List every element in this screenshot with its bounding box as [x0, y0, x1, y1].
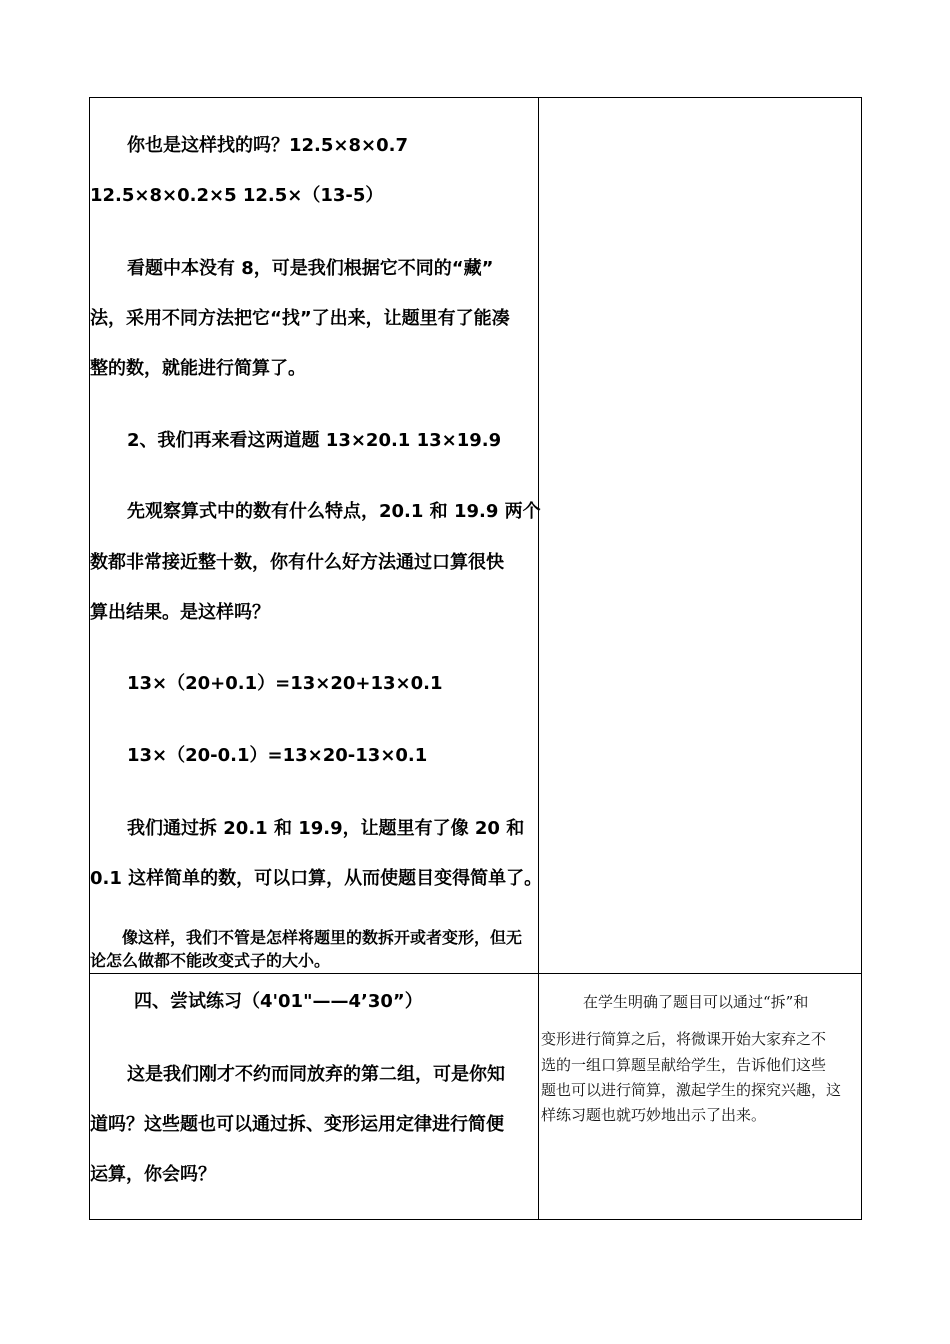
text-line: 看题中本没有 8，可是我们根据它不同的“藏” — [127, 258, 494, 279]
text-line: 像这样，我们不管是怎样将题里的数拆开或者变形，但无 — [122, 928, 523, 947]
text-line: 你也是这样找的吗？12.5×8×0.7 — [127, 135, 408, 156]
text-line: 0.1 这样简单的数，可以口算，从而使题目变得简单了。 — [90, 868, 543, 889]
text-line: 我们通过拆 20.1 和 19.9，让题里有了像 20 和 — [127, 818, 525, 839]
text-line: 先观察算式中的数有什么特点，20.1 和 19.9 两个 — [127, 501, 541, 522]
text-line: 12.5×8×0.2×5 12.5×（13-5） — [90, 185, 384, 206]
formula-line: 13×（20-0.1）=13×20-13×0.1 — [127, 745, 428, 766]
text-line: 数都非常接近整十数，你有什么好方法通过口算很快 — [90, 552, 504, 573]
note-line: 在学生明确了题目可以通过“拆”和 — [583, 993, 809, 1011]
formula-line: 13×（20+0.1）=13×20+13×0.1 — [127, 673, 443, 694]
text-line: 论怎么做都不能改变式子的大小。 — [90, 951, 331, 970]
text-line: 法，采用不同方法把它“找”了出来，让题里有了能凑 — [90, 308, 510, 329]
note-line: 题也可以进行简算，激起学生的探究兴趣，这 — [541, 1081, 842, 1099]
note-line: 变形进行简算之后，将微课开始大家弃之不 — [541, 1030, 827, 1048]
row-divider — [89, 973, 862, 974]
column-divider — [538, 97, 539, 1220]
section-heading: 四、尝试练习（4'01"——4’30”） — [134, 991, 423, 1012]
text-line: 整的数，就能进行简算了。 — [90, 358, 306, 379]
text-line: 2、我们再来看这两道题 13×20.1 13×19.9 — [127, 430, 502, 451]
text-line: 道吗？这些题也可以通过拆、变形运用定律进行简便 — [90, 1114, 504, 1135]
text-line: 算出结果。是这样吗？ — [90, 602, 270, 623]
note-line: 选的一组口算题呈献给学生，告诉他们这些 — [541, 1056, 827, 1074]
text-line: 运算，你会吗？ — [90, 1164, 216, 1185]
note-line: 样练习题也就巧妙地出示了出来。 — [541, 1106, 767, 1124]
text-line: 这是我们刚才不约而同放弃的第二组，可是你知 — [127, 1064, 505, 1085]
